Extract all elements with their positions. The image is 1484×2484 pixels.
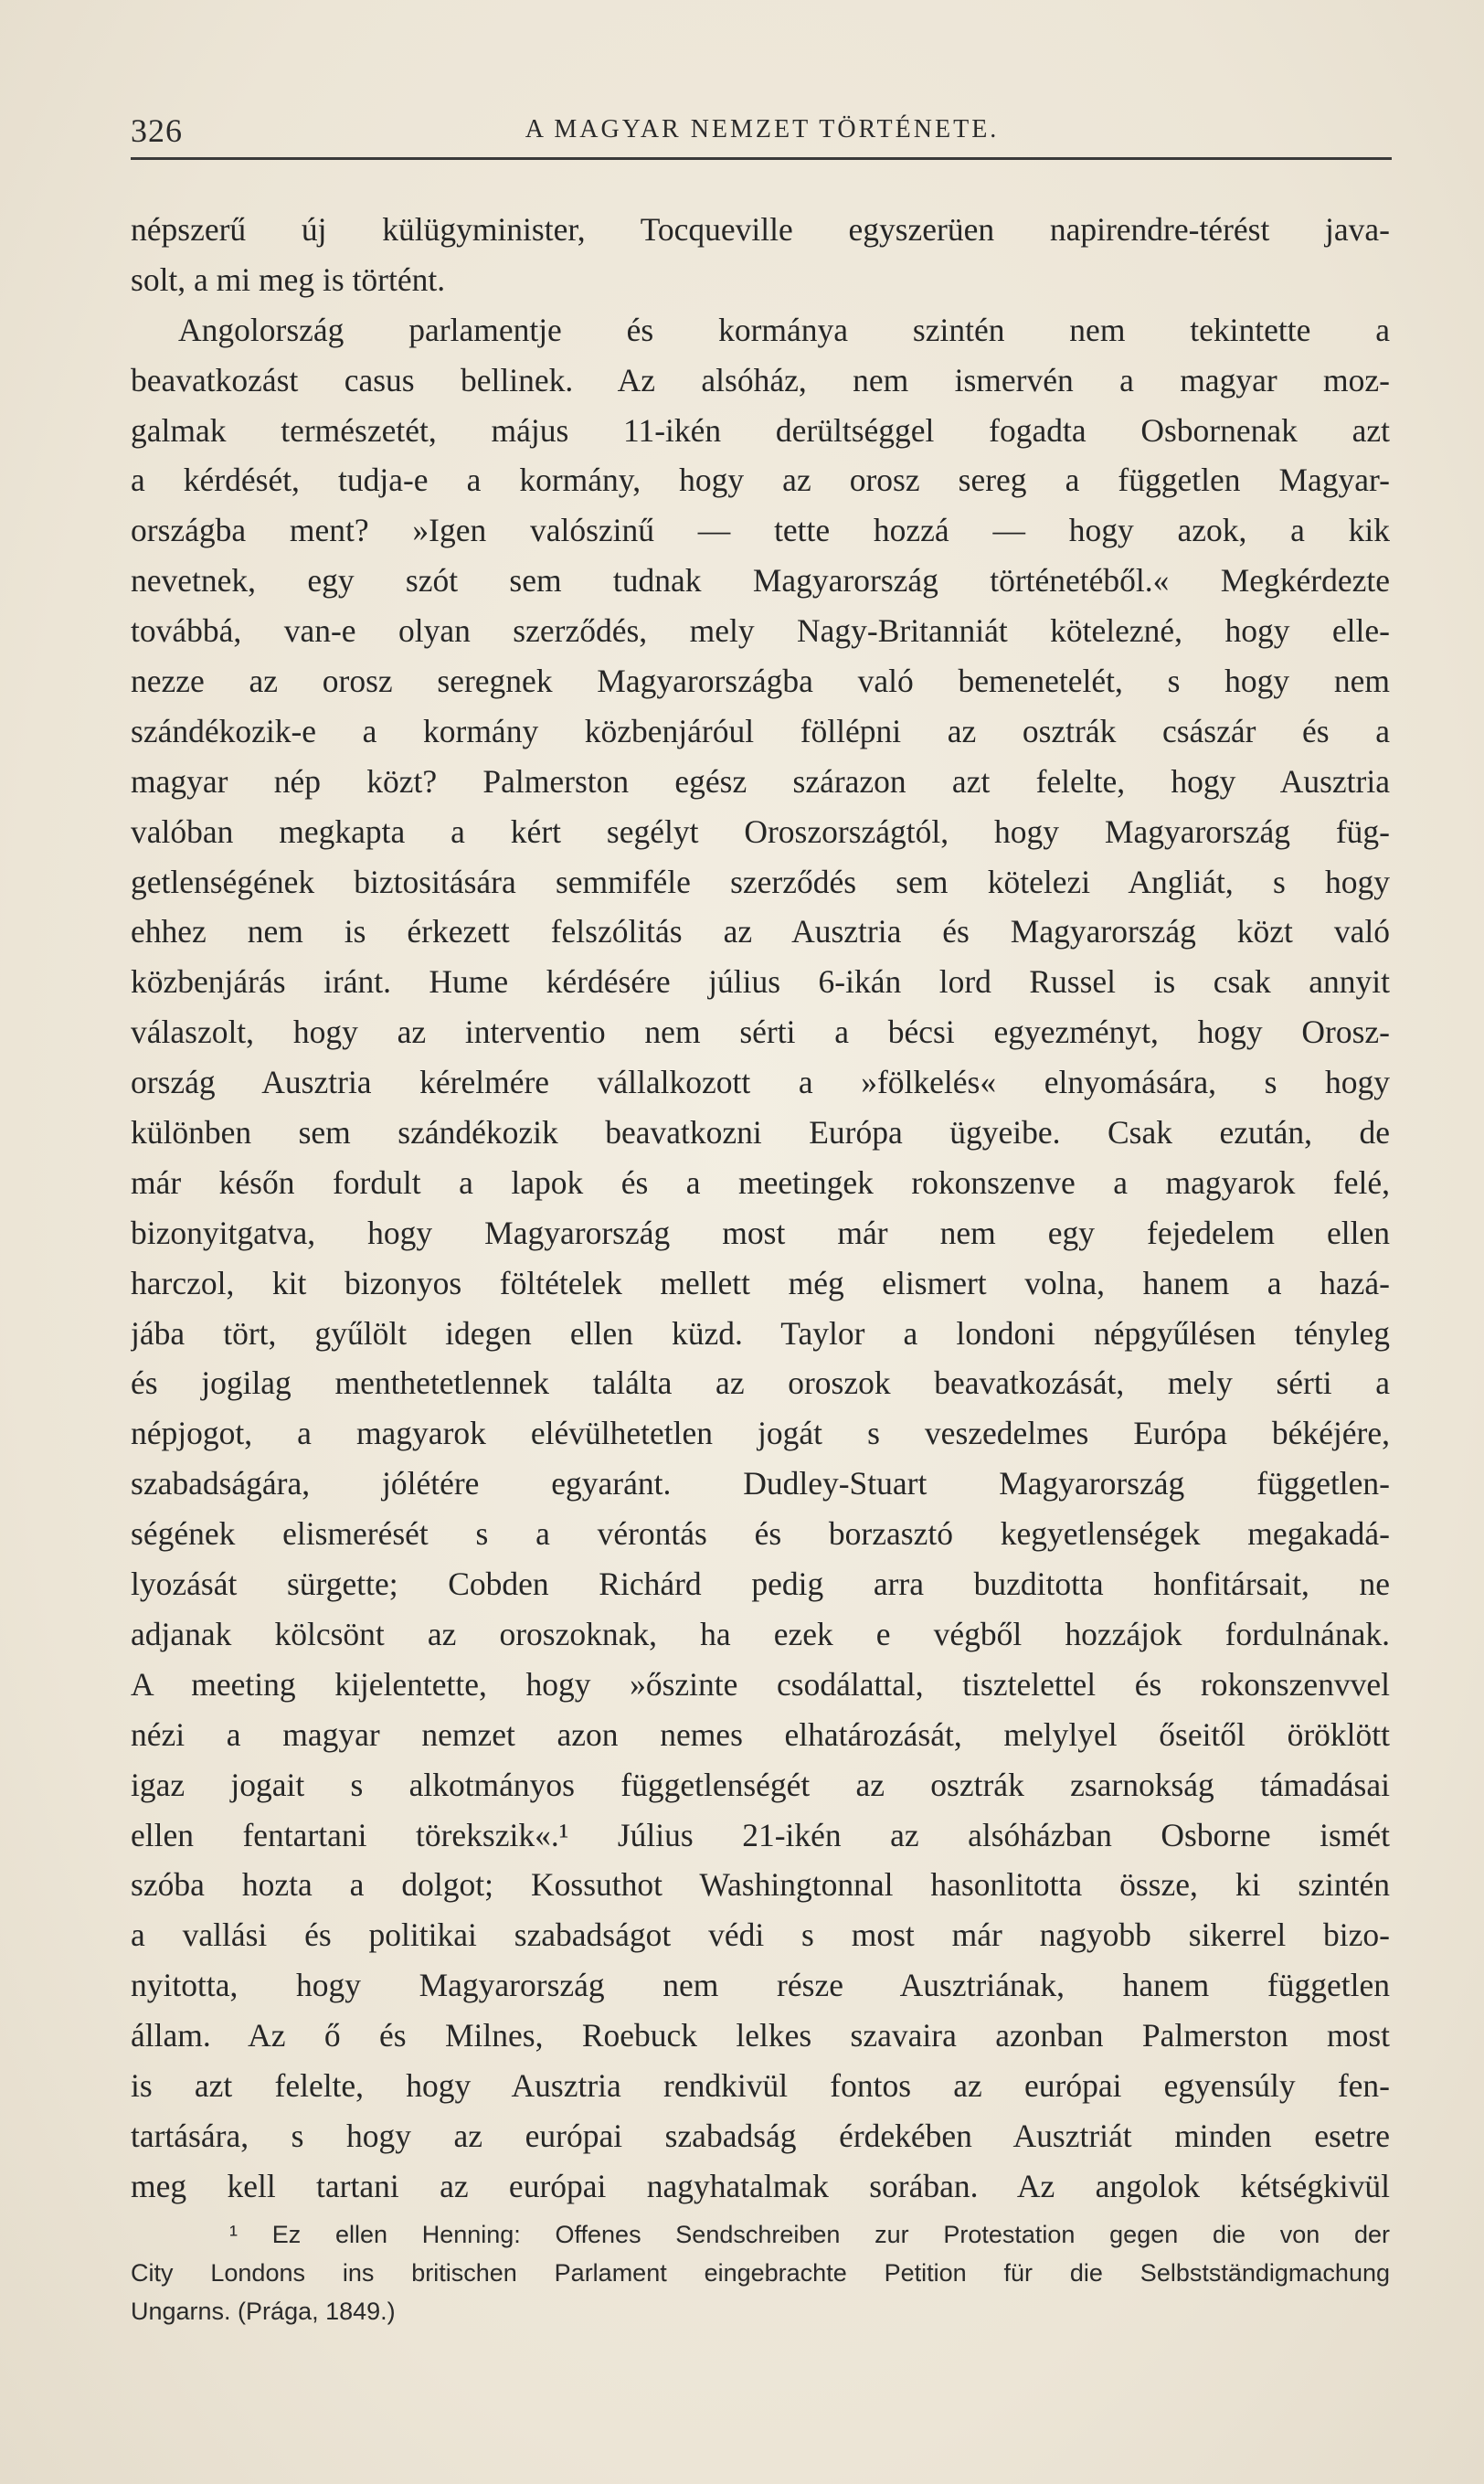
text-line: adjanak kölcsönt az oroszoknak, ha ezek e végből hozzájok fordulnának. (131, 1615, 1390, 1652)
text-line: a kérdését, tudja-e a kormány, hogy az orosz sereg a független Magyar- (131, 462, 1390, 499)
text-line: tartására, s hogy az európai szabadság érdekében Ausztriát minden esetre (131, 2117, 1390, 2154)
text-line: lyozását sürgette; Cobden Richárd pedig arra buzditotta honfitársait, ne (131, 1566, 1390, 1603)
text-line: valóban megkapta a kért segélyt Oroszországtól, hogy Magyarország füg- (131, 812, 1390, 850)
text-line: ehhez nem is érkezett felszólitás az Ausztria és Magyarország közt való (131, 913, 1390, 950)
text-line: népszerű új külügyminister, Tocqueville egyszerüen napirendre-térést java- (131, 211, 1390, 248)
text-line: ország Ausztria kérelmére vállalkozott a »fölkelés« elnyomására, s hogy (131, 1064, 1390, 1101)
text-line: igaz jogait s alkotmányos függetlenségét az osztrák zsarnokság támadásai (131, 1766, 1390, 1803)
text-line: getlenségének biztositására semmiféle szerződés sem kötelezi Angliát, s hogy (131, 863, 1390, 900)
text-line: nyitotta, hogy Magyarország nem része Ausztriának, hanem független (131, 1967, 1390, 2004)
text-line: állam. Az ő és Milnes, Roebuck lelkes szavaira azonban Palmerston most (131, 2017, 1390, 2054)
text-line: galmak természetét, május 11-ikén derültséggel fogadta Osbornenak azt (131, 411, 1390, 449)
text-line: jába tört, gyűlölt idegen ellen küzd. Taylor a londoni népgyűlésen tényleg (131, 1314, 1390, 1352)
text-line: solt, a mi meg is történt. (131, 260, 446, 298)
footnotes (131, 2215, 1390, 2330)
text-line: is azt felelte, hogy Ausztria rendkivül fontos az európai egyensúly fen- (131, 2066, 1390, 2104)
text-line: már későn fordult a lapok és a meetingek rokonszenve a magyarok felé, (131, 1163, 1390, 1201)
text-line: beavatkozást casus bellinek. Az alsóház, nem ismervén a magyar moz- (131, 361, 1390, 398)
page-number: 326 (131, 112, 183, 149)
running-head: A MAGYAR NEMZET TÖRTÉNETE. (525, 115, 1000, 143)
text-line: különben sem szándékozik beavatkozni Európa ügyeibe. Csak ezután, de (131, 1114, 1390, 1152)
text-line: magyar nép közt? Palmerston egész szárazon azt felelte, hogy Ausztria (131, 762, 1390, 800)
text-line: nevetnek, egy szót sem tudnak Magyarország történetéből.« Megkérdezte (131, 562, 1390, 600)
text-line: harczol, kit bizonyos föltételek mellett még elismert volna, hanem a hazá- (131, 1264, 1390, 1301)
text-line: szándékozik-e a kormány közbenjáróul föllépni az osztrák császár és a (131, 712, 1390, 749)
text-line: szóba hozta a dolgot; Kossuthot Washingtonnal hasonlitotta össze, ki szintén (131, 1866, 1390, 1904)
text-line: közbenjárás iránt. Hume kérdésére július 6-ikán lord Russel is csak annyit (131, 963, 1390, 1001)
text-line: országba ment? »Igen valószinű — tette hozzá — hogy azok, a kik (131, 512, 1390, 549)
text-line: Angolország parlamentje és kormánya szintén nem tekintette a (178, 311, 1390, 348)
header-rule (131, 157, 1392, 160)
page-header (131, 102, 1394, 157)
text-line: ellen fentartani törekszik«.¹ Július 21-ikén az alsóházban Osborne ismét (131, 1816, 1390, 1853)
body-text (131, 205, 1390, 2212)
text-line: ségének elismerését s a vérontás és borzasztó kegyetlenségek megakadá- (131, 1515, 1390, 1553)
text-line: bizonyitgatva, hogy Magyarország most már nem egy fejedelem ellen (131, 1214, 1390, 1251)
text-line: nezze az orosz seregnek Magyarországba való bemenetelét, s hogy nem (131, 663, 1390, 700)
text-line: továbbá, van-e olyan szerződés, mely Nagy-Britanniát kötelezné, hogy elle- (131, 612, 1390, 650)
text-line: szabadságára, jólétére egyaránt. Dudley-Stuart Magyarország független- (131, 1465, 1390, 1502)
text-line: válaszolt, hogy az interventio nem sérti a bécsi egyezményt, hogy Orosz- (131, 1014, 1390, 1051)
text-line: a vallási és politikai szabadságot védi s most már nagyobb sikerrel bizo- (131, 1916, 1390, 1954)
footnote-line: ¹ Ez ellen Henning: Offenes Sendschreiben zur Protestation gegen die von der (229, 2221, 1390, 2248)
footnote-line: Ungarns. (Prága, 1849.) (131, 2298, 396, 2325)
text-line: és jogilag menthetetlennek találta az oroszok beavatkozását, mely sérti a (131, 1364, 1390, 1402)
text-line: népjogot, a magyarok elévülhetetlen jogát s veszedelmes Európa békéjére, (131, 1415, 1390, 1452)
text-line: A meeting kijelentette, hogy »őszinte csodálattal, tisztelettel és rokonszenvvel (131, 1665, 1390, 1703)
text-line: meg kell tartani az európai nagyhatalmak sorában. Az angolok kétségkivül (131, 2167, 1390, 2204)
text-line: nézi a magyar nemzet azon nemes elhatározását, melylyel őseitől öröklött (131, 1715, 1390, 1753)
footnote-line: City Londons ins britischen Parlament eingebrachte Petition für die Selbstständigmachung (131, 2259, 1390, 2287)
